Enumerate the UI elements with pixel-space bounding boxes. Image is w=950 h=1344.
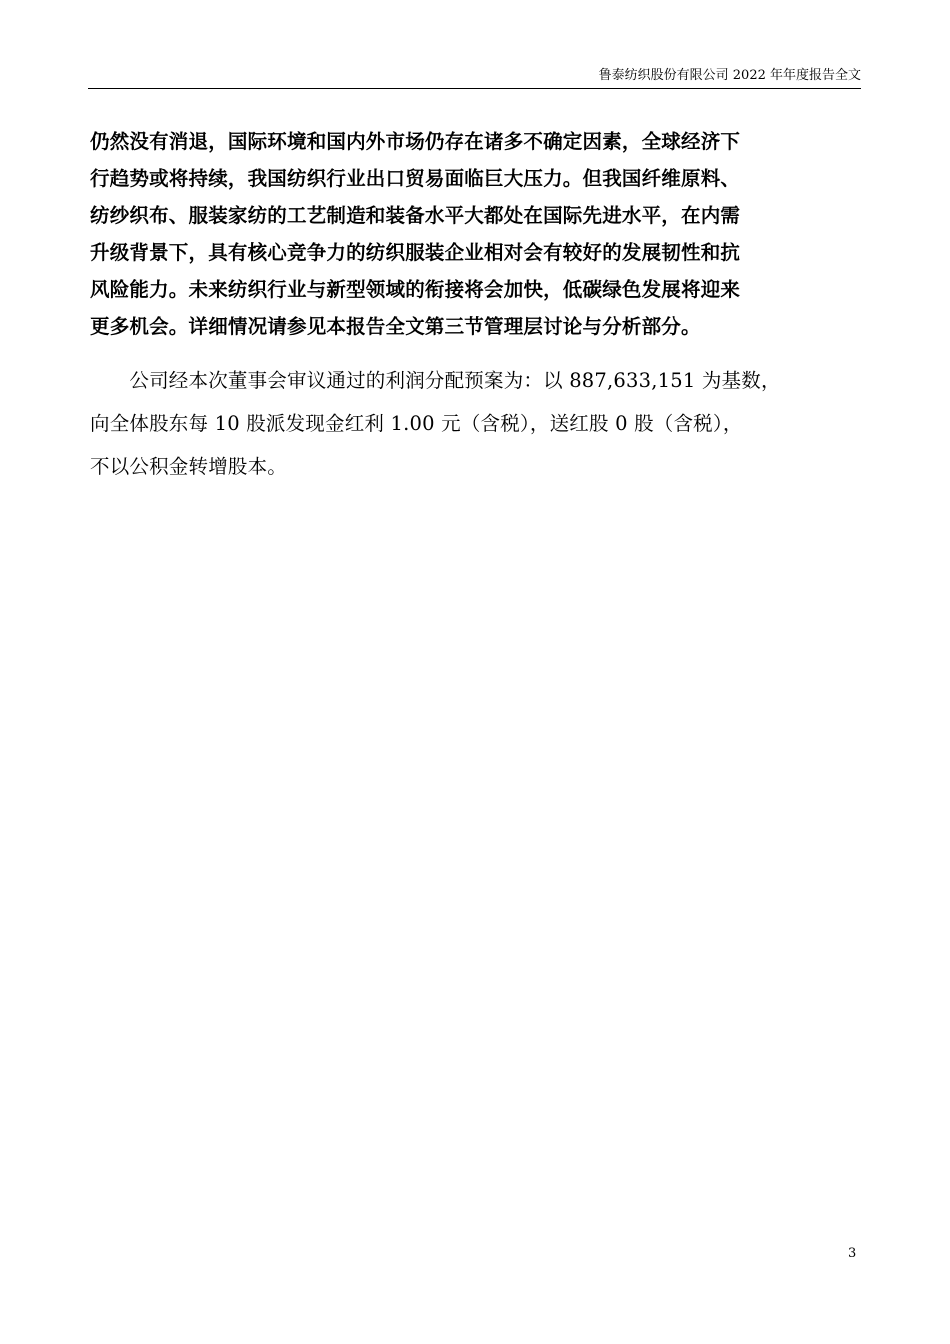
document-body (90, 123, 865, 488)
text-line: 公司经本次董事会审议通过的利润分配预案为：以 887,633,151 为基数， (90, 369, 781, 392)
text-line: 向全体股东每 10 股派发现金红利 1.00 元（含税），送红股 0 股（含税）， (90, 412, 743, 435)
page-number: 3 (848, 1246, 857, 1261)
text-line: 纺纱织布、服装家纺的工艺制造和装备水平大都处在国际先进水平，在内需 (90, 204, 741, 227)
page-header (88, 64, 861, 89)
text-line: 不以公积金转增股本。 (90, 455, 288, 478)
paragraph-market-outlook (90, 123, 865, 345)
text-line: 升级背景下，具有核心竞争力的纺织服装企业相对会有较好的发展韧性和抗 (90, 241, 741, 264)
text-line: 行趋势或将持续，我国纺织行业出口贸易面临巨大压力。但我国纤维原料、 (90, 167, 741, 190)
text-line: 风险能力。未来纺织行业与新型领域的衔接将会加快，低碳绿色发展将迎来 (90, 278, 741, 301)
text-line: 仍然没有消退，国际环境和国内外市场仍存在诸多不确定因素，全球经济下 (90, 130, 741, 153)
header-title: 鲁泰纺织股份有限公司 2022 年年度报告全文 (598, 68, 861, 83)
paragraph-profit-distribution (90, 359, 865, 488)
text-line: 更多机会。详细情况请参见本报告全文第三节管理层讨论与分析部分。 (90, 315, 701, 338)
